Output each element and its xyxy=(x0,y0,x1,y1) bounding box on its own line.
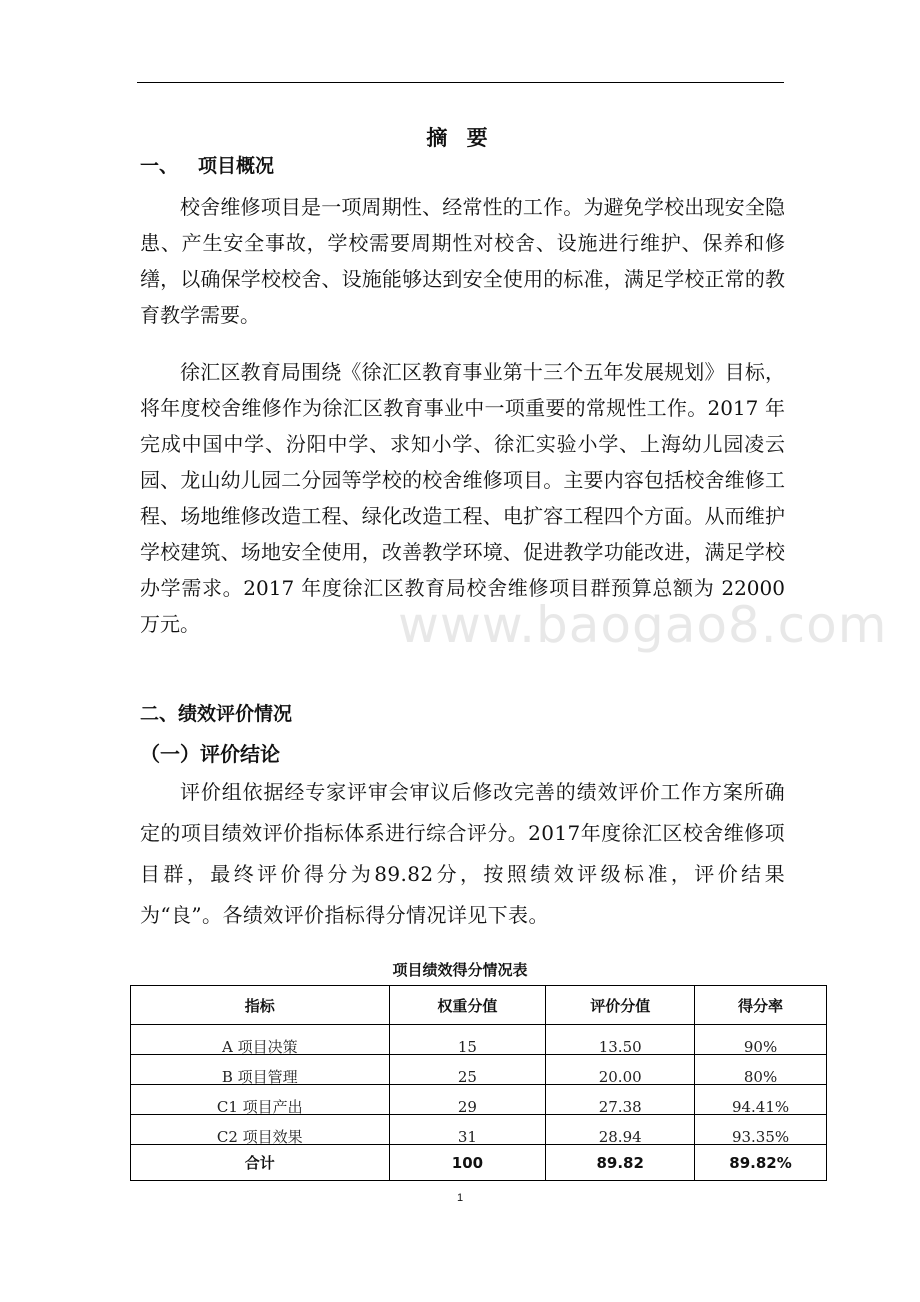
total-rate: 89.82% xyxy=(695,1145,827,1181)
header-rate: 得分率 xyxy=(695,986,827,1025)
section-1-heading xyxy=(140,151,274,178)
header-weight: 权重分值 xyxy=(389,986,546,1025)
section-1-title: 项目概况 xyxy=(198,155,275,177)
table-row xyxy=(131,1085,827,1115)
section-1-paragraph-1: 校舍维修项目是一项周期性、经常性的工作。为避免学校出现安全隐患、产生安全事故，学校需要周期性对校舍、设施进行维护、保养和修缮，以确保学校校舍、设施能够达到安全使用的标准，满足学校正常的教育教学需要。 xyxy=(140,195,785,327)
page-title: 摘 要 xyxy=(426,126,494,150)
cell-score: 20.00 xyxy=(546,1055,695,1085)
page-number: 1 xyxy=(456,1192,464,1204)
cell-indicator: C1 项目产出 xyxy=(131,1085,390,1115)
cell-score: 13.50 xyxy=(546,1025,695,1055)
table-header-row xyxy=(131,986,827,1025)
table-row xyxy=(131,1055,827,1085)
cell-rate: 93.35% xyxy=(695,1115,827,1145)
section-2-1-paragraph: 评价组依据经专家评审会审议后修改完善的绩效评价工作方案所确定的项目绩效评价指标体系进行综合评分。2017年度徐汇区校舍维修项目群，最终评价得分为89.82分，按照绩效评级标准，评价结果为“良”。各绩效评价指标得分情况详见下表。 xyxy=(140,780,785,927)
cell-indicator: B 项目管理 xyxy=(131,1055,390,1085)
header-indicator: 指标 xyxy=(131,986,390,1025)
cell-score: 28.94 xyxy=(546,1115,695,1145)
cell-indicator: C2 项目效果 xyxy=(131,1115,390,1145)
score-table xyxy=(130,985,827,1181)
table-total-row xyxy=(131,1145,827,1181)
total-weight: 100 xyxy=(389,1145,546,1181)
table-row xyxy=(131,1115,827,1145)
total-label: 合计 xyxy=(131,1145,390,1181)
total-score: 89.82 xyxy=(546,1145,695,1181)
header-score: 评价分值 xyxy=(546,986,695,1025)
watermark: www.baogao8.com xyxy=(398,596,888,654)
section-2-heading: 二、绩效评价情况 xyxy=(140,703,293,725)
section-2-1-heading: （一）评价结论 xyxy=(140,742,280,766)
cell-weight: 31 xyxy=(389,1115,546,1145)
section-1-number: 一、 xyxy=(140,155,179,177)
cell-weight: 29 xyxy=(389,1085,546,1115)
cell-weight: 15 xyxy=(389,1025,546,1055)
cell-rate: 90% xyxy=(695,1025,827,1055)
table-caption: 项目绩效得分情况表 xyxy=(392,961,528,979)
cell-weight: 25 xyxy=(389,1055,546,1085)
section-1-paragraph-2: 徐汇区教育局围绕《徐汇区教育事业第十三个五年发展规划》目标，将年度校舍维修作为徐汇区教育事业中一项重要的常规性工作。2017 年完成中国中学、汾阳中学、求知小学、徐汇实验小学、上海幼儿园凌云园、龙山幼儿园二分园等学校的校舍维修项目。主要内容包括校舍维修工程、场地维修改造工程、绿化改造工程、电扩容工程四个方面。从而维护学校建筑、场地安全使用，改善教学环境、促进教学功能改进，满足学校办学需求。2017 年度徐汇区教育局校舍维修项目群预算总额为 22000 万元。 xyxy=(140,360,785,636)
cell-indicator: A 项目决策 xyxy=(131,1025,390,1055)
cell-rate: 80% xyxy=(695,1055,827,1085)
table-row xyxy=(131,1025,827,1055)
header-rule xyxy=(137,82,784,83)
cell-score: 27.38 xyxy=(546,1085,695,1115)
cell-rate: 94.41% xyxy=(695,1085,827,1115)
